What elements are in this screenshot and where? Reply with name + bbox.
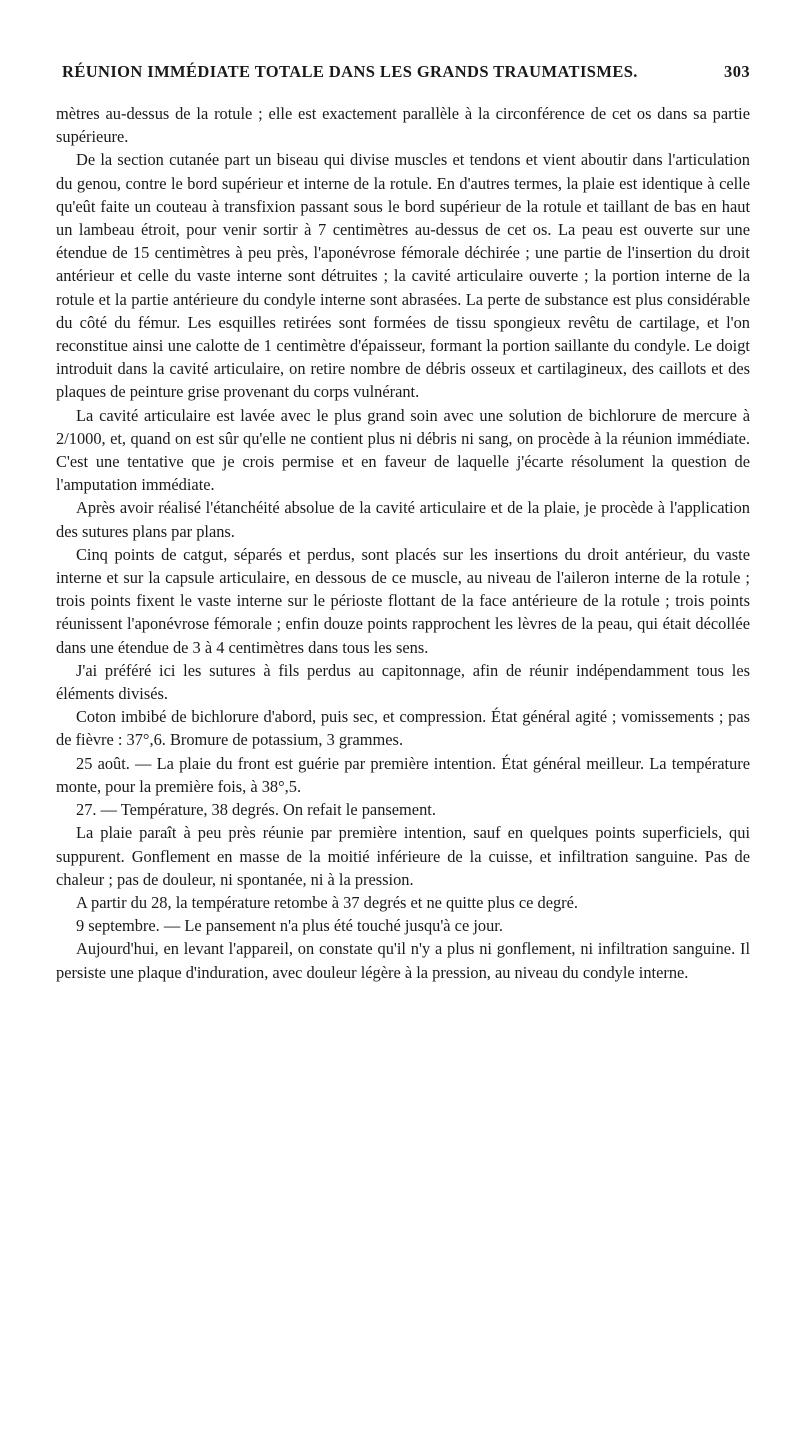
- paragraph: La cavité articulaire est lavée avec le plus grand soin avec une solution de bichlorure de mercure à 2/1000, et, quand on est sûr qu'elle ne contient plus ni débris ni sang, on procède à la réunion immédiate. C'est une tentative que je crois permise et en faveur de laquelle j'écarte résolument la question de l'amputation immédiate.: [56, 405, 750, 495]
- paragraph-continued: mètres au-dessus de la rotule ; elle est exactement parallèle à la circonférence de cet os dans sa partie supérieure.: [56, 104, 750, 147]
- paragraph: Cinq points de catgut, séparés et perdus, sont placés sur les insertions du droit antérieur, du vaste interne et sur la capsule articulaire, en dessous de ce muscle, au niveau de l'aileron interne de la rotule ; trois points fixent le vaste interne sur le périoste flottant de la face antérieure de la rotule ; trois points réunissent l'aponévrose fémorale ; enfin douze points rapprochent les lèvres de la peau, qui était décollée dans une étendue de 3 à 4 centimètres dans tous les sens.: [56, 544, 750, 657]
- paragraph: Coton imbibé de bichlorure d'abord, puis sec, et compression. État général agité ; vomissements ; pas de fièvre : 37°,6. Bromure de potassium, 3 grammes.: [56, 707, 750, 750]
- paragraph: Après avoir réalisé l'étanchéité absolue de la cavité articulaire et de la plaie, je procède à l'application des sutures plans par plans.: [56, 498, 750, 541]
- body-text: [56, 102, 750, 984]
- paragraph: 25 août. — La plaie du front est guérie par première intention. État général meilleur. La température monte, pour la première fois, à 38°,5.: [56, 753, 750, 796]
- paragraph: 9 septembre. — Le pansement n'a plus été touché jusqu'à ce jour.: [76, 916, 503, 936]
- paragraph: Aujourd'hui, en levant l'appareil, on constate qu'il n'y a plus ni gonflement, ni infiltration sanguine. Il persiste une plaque d'induration, avec douleur légère à la pression, au niveau du condyle interne.: [56, 939, 750, 982]
- paragraph: J'ai préféré ici les sutures à fils perdus au capitonnage, afin de réunir indépendamment tous les éléments divisés.: [56, 660, 750, 704]
- running-title: RÉUNION IMMÉDIATE TOTALE DANS LES GRANDS TRAUMATISMES.: [62, 62, 638, 81]
- paragraph: 27. — Température, 38 degrés. On refait le pansement.: [76, 800, 436, 820]
- paragraph: La plaie paraît à peu près réunie par première intention, sauf en quelques points superficiels, qui suppurent. Gonflement en masse de la moitié inférieure de la cuisse, et infiltration sanguine. Pas de chaleur ; pas de douleur, ni spontanée, ni à la pression.: [56, 823, 750, 889]
- paragraph: De la section cutanée part un biseau qui divise muscles et tendons et vient aboutir dans l'articulation du genou, contre le bord supérieur et interne de la rotule. En d'autres termes, la plaie est identique à celle qu'eût faite un couteau à transfixion passant sous le bord supérieur de la rotule et taillant de bas en haut un lambeau étroit, pour venir sortir à 7 centimètres au-dessus de cet os. La peau est ouverte sur une étendue de 15 centimètres à peu près, l'aponévrose fémorale déchirée ; une partie de l'insertion du droit antérieur et celle du vaste interne sont détruites ; la cavité articulaire ouverte ; la portion interne de la rotule et la partie antérieure du condyle interne sont abrasées. La perte de substance est plus considérable du côté du fémur. Les esquilles retirées sont formées de tissu spongieux revêtu de cartilage, et l'on reconstitue ainsi une calotte de 1 centimètre d'épaisseur, formant la portion saillante du condyle. Le doigt introduit dans la cavité articulaire, on retire nombre de débris osseux et cartilagineux, des caillots et des plaques de peinture grise provenant du corps vulnérant.: [56, 150, 750, 402]
- page-number: 303: [724, 62, 750, 81]
- running-header: [56, 62, 750, 92]
- paragraph: A partir du 28, la température retombe à 37 degrés et ne quitte plus ce degré.: [76, 892, 579, 912]
